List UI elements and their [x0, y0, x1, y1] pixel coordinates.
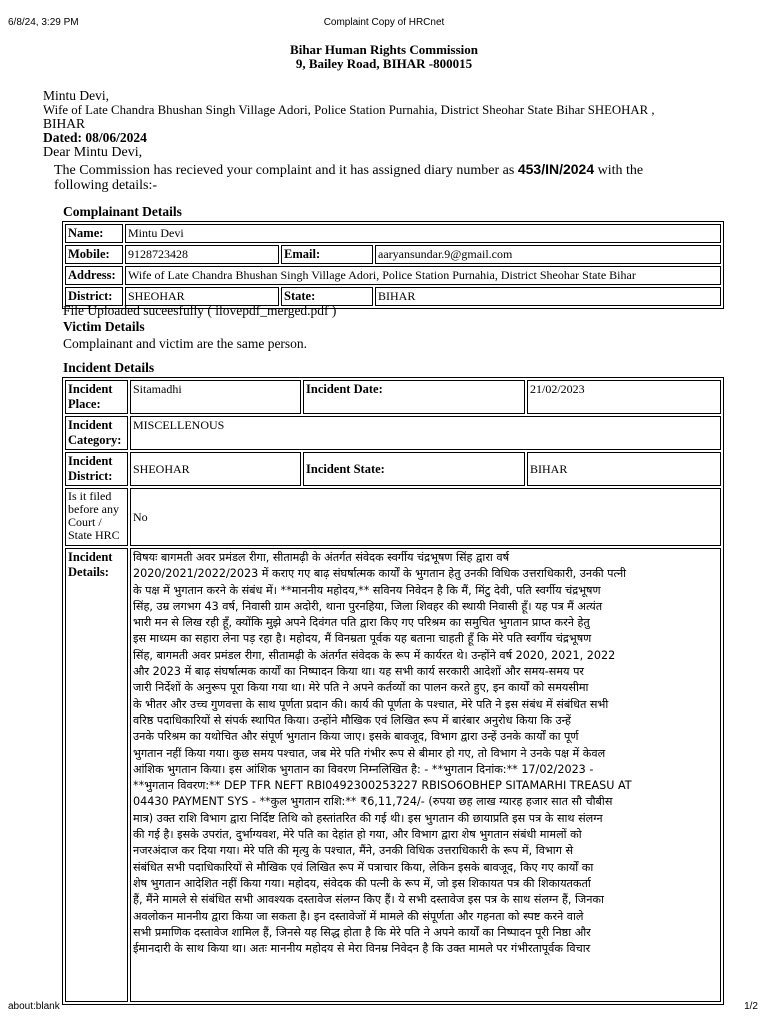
address-value: Wife of Late Chandra Bhushan Singh Village Adori, Police Station Purnahia, District Sheohar State Bihar [125, 266, 721, 285]
incident-details-line: **भुगतान विवरण:** DEP TFR NEFT RBI0492300253227 RBISO6OBHEP SITAMARHI TREASU AT [133, 779, 632, 793]
district-label: District: [65, 287, 123, 306]
page-number: 1/2 [744, 1001, 758, 1012]
court-filed-label: Is it filed before any Court / State HRC [65, 488, 128, 546]
intro-text-after: with the [594, 163, 644, 178]
incident-details-line: और 2023 में बाढ़ संघर्षात्मक कार्यों का निष्पादन किया था। यह सभी कार्य सरकारी आदेशों और समय-समय पर [133, 665, 585, 679]
incident-details-line: नजरअंदाज कर दिया गया। मेरे पति की मृत्यु के पश्चात, मैंने, उनकी विधिक उत्तराधिकारी के रूप में, विभाग से [133, 844, 574, 858]
email-label: Email: [281, 245, 373, 264]
court-filed-value: No [130, 488, 721, 546]
incident-details-line: विषयः बागमती अवर प्रमंडल रीगा, सीतामढ़ी के अंतर्गत संवेदक स्वर्गीय चंद्रभूषण सिंह द्वारा वर्ष [133, 551, 510, 564]
incident-details-line: उनके परिश्रम का यथोचित और संपूर्ण भुगतान किया जाए। इसके बावजूद, विभाग द्वारा उन्हें उनके कार्यों का पूर्ण [133, 730, 579, 744]
org-name: Bihar Human Rights Commission [290, 42, 478, 57]
address-label: Address: [65, 266, 123, 285]
incident-state-value: BIHAR [527, 452, 721, 486]
incident-details-line: शेष भुगतान आदेशित नहीं किया गया। महोदय, संवेदक की पत्नी के रूप में, जो इस शिकायत पत्र की शिकायतकर्ता [133, 876, 591, 890]
print-title: Complaint Copy of HRCnet [323, 17, 445, 28]
intro-paragraph [54, 162, 643, 178]
org-address: 9, Bailey Road, BIHAR -800015 [295, 56, 473, 71]
intro-line2: following details:- [54, 178, 158, 193]
dated: Dated: 08/06/2024 [43, 130, 147, 145]
mobile-label: Mobile: [65, 245, 123, 264]
incident-details-line: सिंह, बागमती अवर प्रमंडल रीगा, सीतामढ़ी के अंतर्गत संवेदक के रूप में कार्यरत थे। उन्होंने वर्ष 2020, 2021, 2022 [133, 648, 616, 662]
complainant-heading: Complainant Details [63, 204, 182, 219]
incident-district-label: Incident District: [65, 452, 128, 486]
incident-heading: Incident Details [63, 360, 155, 375]
incident-state-label: Incident State: [303, 452, 525, 486]
incident-details-line: इस माध्यम का सहारा लेना पड़ रहा है। महोदय, मैं विनम्रता पूर्वक यह बताना चाहती हूँ कि मेरे पति स्वर्गीय चंद्रभूषण [133, 632, 592, 646]
incident-district-value: SHEOHAR [130, 452, 301, 486]
incident-details-line: के पक्ष में भुगतान करने के संबंध में। **माननीय महोदय,** सविनय निवेदन है कि मैं, मिंटु देवी, पति स्वर्गीय चंद्रभूषण [133, 583, 601, 597]
incident-details-line: भुगतान नहीं किया गया। कुछ समय पश्चात, जब मेरे पति गंभीर रूप से बीमार हो गए, तो विभाग ने उनके पक्ष में केवल [133, 746, 606, 760]
incident-details-label: Incident Details: [65, 548, 128, 1002]
email-value: aaryansundar.9@gmail.com [375, 245, 721, 264]
recipient-address-state: BIHAR [43, 116, 86, 131]
incident-place-label: Incident Place: [65, 380, 128, 414]
incident-details-line: भारी मन से लिख रही हूँ, क्योंकि मुझे अपने दिवंगत पति द्वारा किए गए परिश्रम का समुचित भुगतान प्राप्त करने हेतु [133, 616, 590, 630]
incident-details-line: जारी निर्देशों के अनुरूप पूरा किया गया था। मेरे पति ने अपने कर्तव्यों का पालन करते हुए, इन कार्यों को समयसीमा [133, 681, 589, 695]
incident-details-line: वरिष्ठ पदाधिकारियों से संपर्क स्थापित किया। उन्होंने मौखिक एवं लिखित रूप में बारंबार अनुरोध किया कि उन्हें [133, 713, 571, 727]
mobile-value: 9128723428 [125, 245, 279, 264]
incident-category-value: MISCELLENOUS [130, 416, 721, 450]
print-datetime: 6/8/24, 3:29 PM [8, 17, 79, 28]
incident-details-line: 2020/2021/2022/2023 में कराए गए बाढ़ संघर्षात्मक कार्यों के भुगतान हेतु उनकी विधिक उत्तराधिकारी, उनकी पत्नी [133, 567, 627, 581]
salutation: Dear Mintu Devi, [43, 145, 143, 160]
incident-details-line: संबंधित सभी पदाधिकारियों से मौखिक एवं लिखित रूप में पत्राचार किया, लेकिन इसके बावजूद, किए गए कार्यों का [133, 860, 594, 874]
file-uploaded-text: File Uploaded suceesfully ( ilovepdf_merged.pdf ) [63, 303, 337, 318]
victim-heading: Victim Details [63, 319, 145, 334]
print-url: about:blank [8, 1001, 60, 1012]
victim-text: Complainant and victim are the same person. [63, 336, 308, 351]
incident-details-line: की गई है। इसके उपरांत, दुर्भाग्यवश, मेरे पति का देहांत हो गया, और विभाग द्वारा शेष भुगतान संबंधी मामलों को [133, 828, 582, 842]
diary-number: 453/IN/2024 [517, 161, 595, 177]
incident-details-line: अवलोकन माननीय द्वारा किया जा सकता है। इन दस्तावेजों में मामले की संपूर्णता और गहनता को स्पष्ट करने वाले [133, 909, 584, 923]
incident-place-value: Sitamadhi [130, 380, 301, 414]
state-value: BIHAR [375, 287, 721, 306]
complainant-table [62, 221, 724, 309]
recipient-address: Wife of Late Chandra Bhushan Singh Village Adori, Police Station Purnahia, District Sheohar State Bihar SHEOHAR , [43, 103, 655, 117]
incident-details-value [130, 548, 721, 1002]
intro-text: The Commission has recieved your complaint and it has assigned diary number as [54, 163, 518, 178]
incident-details-line: सिंह, उम्र लगभग 43 वर्ष, निवासी ग्राम अदोरी, थाना पुरनहिया, जिला शिवहर की स्थायी निवासी हूँ। यह पत्र मैं अत्यंत [133, 599, 603, 613]
district-value: SHEOHAR [125, 287, 279, 306]
incident-details-line: ईमानदारी के साथ किया था। अतः माननीय महोदय से मेरा विनम्र निवेदन है कि उक्त मामले पर गंभीरतापूर्वक विचार [133, 942, 591, 956]
incident-table [62, 377, 724, 1005]
incident-details-line: मात्र) उक्त राशि विभाग द्वारा निर्दिष्ट तिथि को हस्तांतरित की गई थी। इस भुगतान की छायाप्रति इस पत्र के साथ संलग्न [133, 811, 603, 825]
incident-details-line: 04430 PAYMENT SYS - **कुल भुगतान राशि:** ₹6,11,724/- (रुपया छह लाख ग्यारह हजार सात सौ चौबीस [133, 795, 613, 809]
name-value: Mintu Devi [125, 224, 721, 243]
incident-date-value: 21/02/2023 [527, 380, 721, 414]
recipient-name: Mintu Devi, [43, 88, 109, 103]
state-label: State: [281, 287, 373, 306]
incident-details-line: हैं, मैंने मामले से संबंधित सभी आवश्यक दस्तावेज संलग्न किए हैं। ये सभी दस्तावेज इस पत्र के साथ संलग्न हैं, जिनका [133, 893, 604, 907]
incident-details-line: आंशिक भुगतान किया। इस आंशिक भुगतान का विवरण निम्नलिखित है: - **भुगतान दिनांक:** 17/02/2023 - [133, 762, 594, 776]
incident-category-label: Incident Category: [65, 416, 128, 450]
incident-date-label: Incident Date: [303, 380, 525, 414]
incident-details-line: के भीतर और उच्च गुणवत्ता के साथ पूर्णता प्रदान की। कार्य की पूर्णता के पश्चात, मेरे पति ने इस संबंध में संबंधित सभी [133, 697, 609, 711]
name-label: Name: [65, 224, 123, 243]
incident-details-line: सभी प्रमाणिक दस्तावेज शामिल हैं, जिनसे यह सिद्ध होता है कि मेरे पति ने अपने कार्यों का निष्पादन पूरी निष्ठा और [133, 925, 591, 939]
